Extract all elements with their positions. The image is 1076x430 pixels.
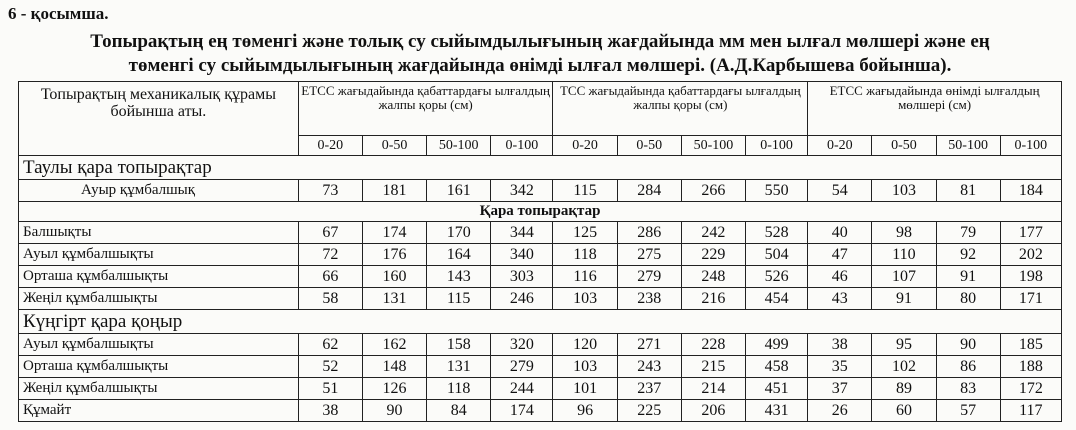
value-cell: 164 [427,244,491,266]
value-cell: 202 [1000,244,1061,266]
value-cell: 40 [808,222,872,244]
depth-header: 0-100 [1000,136,1061,156]
table-row [19,222,1062,244]
table-row [19,244,1062,266]
value-cell: 98 [872,222,936,244]
value-cell: 184 [1000,180,1061,202]
group-header-tss-total: ТСС жағыдайында қабаттардағы ылғалдың жалпы қоры (см) [553,82,808,136]
value-cell: 117 [1000,400,1061,422]
value-cell: 52 [298,356,362,378]
value-cell: 110 [872,244,936,266]
table-row [19,334,1062,356]
group-header-etss-productive: ЕТСС жағыдайында өнімді ылғалдың мөлшері (см) [808,82,1062,136]
table-row [19,288,1062,310]
soil-name-cell: Құмайт [19,400,299,422]
value-cell: 216 [681,288,745,310]
soil-name-cell: Ауыр құмбалшық [19,180,299,202]
depth-header: 0-50 [872,136,936,156]
value-cell: 125 [553,222,617,244]
value-cell: 176 [362,244,426,266]
value-cell: 526 [746,266,808,288]
value-cell: 158 [427,334,491,356]
value-cell: 67 [298,222,362,244]
value-cell: 92 [936,244,1000,266]
title-line-2: төменгі су сыйымдылығының жағдайында өнімді ылғал мөлшері. (А.Д.Карбышева бойынша). [128,55,952,76]
value-cell: 102 [872,356,936,378]
value-cell: 96 [553,400,617,422]
value-cell: 340 [491,244,553,266]
soil-name-cell: Орташа құмбалшықты [19,356,299,378]
soil-name-cell: Ауыл құмбалшықты [19,244,299,266]
value-cell: 37 [808,378,872,400]
value-cell: 242 [681,222,745,244]
value-cell: 107 [872,266,936,288]
value-cell: 91 [936,266,1000,288]
value-cell: 279 [491,356,553,378]
depth-header: 50-100 [681,136,745,156]
value-cell: 243 [617,356,681,378]
depth-header: 0-20 [298,136,362,156]
value-cell: 229 [681,244,745,266]
value-cell: 275 [617,244,681,266]
value-cell: 174 [362,222,426,244]
value-cell: 342 [491,180,553,202]
section-row [19,156,1062,180]
value-cell: 143 [427,266,491,288]
value-cell: 171 [1000,288,1061,310]
soil-moisture-table [18,81,1062,422]
value-cell: 172 [1000,378,1061,400]
table-row [19,356,1062,378]
soil-name-cell: Балшықты [19,222,299,244]
depth-header: 50-100 [427,136,491,156]
value-cell: 286 [617,222,681,244]
value-cell: 431 [746,400,808,422]
value-cell: 103 [553,288,617,310]
value-cell: 244 [491,378,553,400]
value-cell: 344 [491,222,553,244]
value-cell: 454 [746,288,808,310]
value-cell: 46 [808,266,872,288]
depth-header: 0-20 [808,136,872,156]
value-cell: 35 [808,356,872,378]
value-cell: 118 [427,378,491,400]
value-cell: 284 [617,180,681,202]
value-cell: 170 [427,222,491,244]
group-header-etss-total: ЕТСС жағыдайында қабаттардағы ылғалдың жалпы қоры (см) [298,82,553,136]
table-row [19,266,1062,288]
value-cell: 38 [808,334,872,356]
value-cell: 26 [808,400,872,422]
value-cell: 504 [746,244,808,266]
table-row [19,400,1062,422]
value-cell: 451 [746,378,808,400]
value-cell: 228 [681,334,745,356]
value-cell: 51 [298,378,362,400]
value-cell: 161 [427,180,491,202]
value-cell: 131 [362,288,426,310]
value-cell: 279 [617,266,681,288]
value-cell: 79 [936,222,1000,244]
value-cell: 320 [491,334,553,356]
value-cell: 83 [936,378,1000,400]
value-cell: 214 [681,378,745,400]
value-cell: 215 [681,356,745,378]
value-cell: 89 [872,378,936,400]
value-cell: 126 [362,378,426,400]
value-cell: 90 [936,334,1000,356]
value-cell: 181 [362,180,426,202]
subsection-heading: Қара топырақтар [19,202,1062,222]
column-header-soil-name: Топырақтың механикалық құрамы бойынша аты. [19,82,299,156]
value-cell: 115 [427,288,491,310]
subsection-row [19,202,1062,222]
title-line-1: Топырақтың ең төменгі және толық су сыйымдылығының жағдайында мм мен ылғал мөлшері және ең [90,31,990,52]
value-cell: 185 [1000,334,1061,356]
section-heading: Күңгірт қара қоңыр [19,310,1062,334]
value-cell: 238 [617,288,681,310]
value-cell: 160 [362,266,426,288]
value-cell: 47 [808,244,872,266]
value-cell: 206 [681,400,745,422]
value-cell: 84 [427,400,491,422]
value-cell: 237 [617,378,681,400]
soil-name-cell: Жеңіл құмбалшықты [19,378,299,400]
value-cell: 174 [491,400,553,422]
value-cell: 86 [936,356,1000,378]
value-cell: 116 [553,266,617,288]
value-cell: 54 [808,180,872,202]
value-cell: 43 [808,288,872,310]
depth-header: 50-100 [936,136,1000,156]
value-cell: 225 [617,400,681,422]
value-cell: 81 [936,180,1000,202]
value-cell: 458 [746,356,808,378]
value-cell: 57 [936,400,1000,422]
value-cell: 103 [872,180,936,202]
value-cell: 188 [1000,356,1061,378]
depth-header: 0-50 [362,136,426,156]
value-cell: 118 [553,244,617,266]
value-cell: 91 [872,288,936,310]
soil-name-cell: Жеңіл құмбалшықты [19,288,299,310]
value-cell: 62 [298,334,362,356]
table-row [19,378,1062,400]
value-cell: 38 [298,400,362,422]
value-cell: 131 [427,356,491,378]
value-cell: 120 [553,334,617,356]
value-cell: 303 [491,266,553,288]
value-cell: 248 [681,266,745,288]
value-cell: 148 [362,356,426,378]
appendix-label: 6 - қосымша. [8,4,109,23]
value-cell: 499 [746,334,808,356]
value-cell: 80 [936,288,1000,310]
value-cell: 101 [553,378,617,400]
value-cell: 271 [617,334,681,356]
soil-name-cell: Орташа құмбалшықты [19,266,299,288]
depth-header: 0-50 [617,136,681,156]
value-cell: 198 [1000,266,1061,288]
depth-header: 0-100 [491,136,553,156]
depth-header: 0-20 [553,136,617,156]
value-cell: 66 [298,266,362,288]
value-cell: 73 [298,180,362,202]
value-cell: 177 [1000,222,1061,244]
table-row [19,180,1062,202]
value-cell: 60 [872,400,936,422]
value-cell: 246 [491,288,553,310]
section-row [19,310,1062,334]
document-title [20,30,1060,78]
value-cell: 115 [553,180,617,202]
value-cell: 266 [681,180,745,202]
value-cell: 72 [298,244,362,266]
value-cell: 528 [746,222,808,244]
value-cell: 162 [362,334,426,356]
soil-name-cell: Ауыл құмбалшықты [19,334,299,356]
depth-header: 0-100 [746,136,808,156]
value-cell: 103 [553,356,617,378]
value-cell: 58 [298,288,362,310]
value-cell: 90 [362,400,426,422]
section-heading: Таулы қара топырақтар [19,156,1062,180]
value-cell: 550 [746,180,808,202]
value-cell: 95 [872,334,936,356]
